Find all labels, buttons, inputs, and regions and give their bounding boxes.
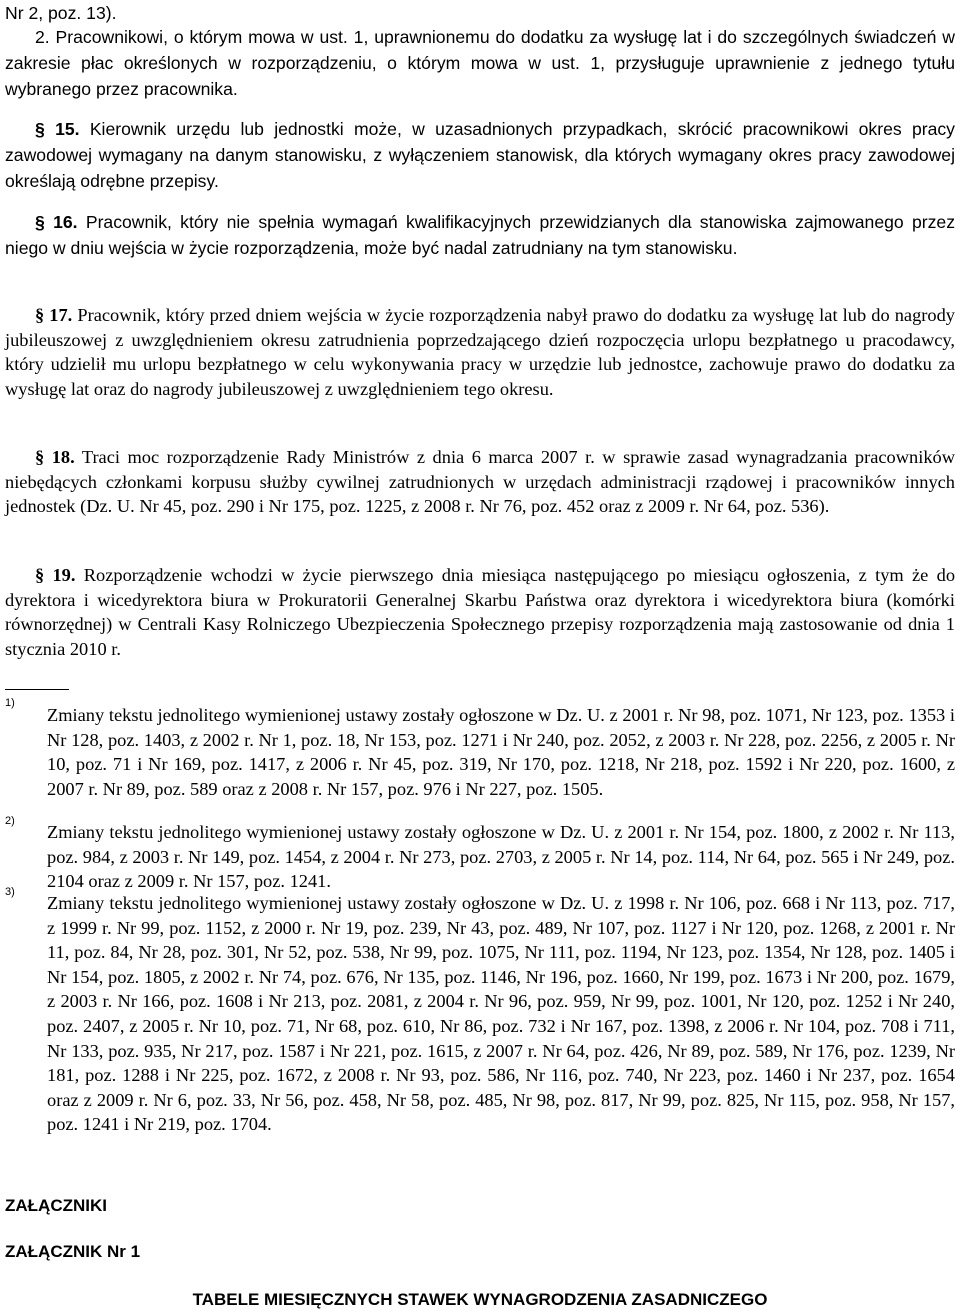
table-title: TABELE MIESIĘCZNYCH STAWEK WYNAGRODZENIA ZASADNICZEGO bbox=[192, 1290, 768, 1309]
section-number: § 16. bbox=[35, 212, 78, 232]
footnote-mark: 1) bbox=[5, 697, 15, 709]
section-text: Pracownik, który nie spełnia wymagań kwalifikacyjnych przewidzianych dla stanowiska zajmowanego przez niego w dniu wejścia w życie rozporządzenia, może być nadal zatrudniany na tym stanowisku. bbox=[5, 212, 955, 258]
continuation-line: Nr 2, poz. 13). bbox=[5, 3, 117, 23]
attachments-heading: ZAŁĄCZNIKI bbox=[5, 1196, 107, 1215]
section-text: Pracownik, który przed dniem wejścia w życie rozporządzenia nabył prawo do dodatku za wysługę lat lub do nagrody jubileuszowej z uwzględnieniem okresu zatrudnienia poprzedzającego dzień rozpoczęcia urlopu bezpłatnego u pracodawcy, który udzielił mu urlopu bezpłatnego w celu wykonywania pracy w urzędzie lub jednostce, zachowuje prawo do dodatku za wysługę lat oraz do nagrody jubileuszowej z uwzględnieniem tego okresu. bbox=[5, 305, 956, 399]
footnote-2: Zmiany tekstu jednolitego wymienionej ustawy zostały ogłoszone w Dz. U. z 2001 r. Nr 154, poz. 1800, z 2002 r. Nr 113, poz. 984, z 2003 r. Nr 149, poz. 1454, z 2004 r. Nr 273, poz. 2703, z 2005 r. Nr 14, poz. 114, Nr 64, poz. 565 i Nr 249, poz. 2104 oraz z 2009 r. Nr 157, poz. 1241. bbox=[47, 822, 955, 892]
section-text: Traci moc rozporządzenie Rady Ministrów z dnia 6 marca 2007 r. w sprawie zasad wynagradzania pracowników niebędących członkami korpusu służby cywilnej zatrudnionych w urzędach administracji rządowej i pracowników innych jednostek (Dz. U. Nr 45, poz. 290 i Nr 175, poz. 1225, z 2008 r. Nr 76, poz. 452 oraz z 2009 r. Nr 64, poz. 536). bbox=[5, 447, 955, 517]
footnote-mark: 3) bbox=[5, 886, 15, 898]
section-number: § 17. bbox=[35, 305, 73, 325]
section-18 bbox=[5, 445, 955, 519]
footnote-separator bbox=[5, 689, 69, 690]
section-number: § 18. bbox=[35, 447, 75, 467]
section-17 bbox=[5, 303, 955, 401]
footnote-mark: 2) bbox=[5, 815, 15, 827]
section-number: § 15. bbox=[35, 119, 80, 139]
section-15 bbox=[5, 116, 955, 194]
section-16 bbox=[5, 209, 955, 261]
section-text: Kierownik urzędu lub jednostki może, w uzasadnionych przypadkach, skrócić pracownikowi okres pracy zawodowej wymagany na danym stanowisku, z wyłączeniem stanowisk, dla których wymagany okres pracy zawodowej określają odrębne przepisy. bbox=[5, 119, 955, 191]
section-19 bbox=[5, 563, 955, 661]
footnote-3: Zmiany tekstu jednolitego wymienionej ustawy zostały ogłoszone w Dz. U. z 1998 r. Nr 106, poz. 668 i Nr 113, poz. 717, z 1999 r. Nr 99, poz. 1152, z 2000 r. Nr 19, poz. 239, Nr 43, poz. 489, Nr 107, poz. 1127 i Nr 120, poz. 1268, z 2001 r. Nr 11, poz. 84, Nr 28, poz. 301, Nr 52, poz. 538, Nr 99, poz. 1075, Nr 111, poz. 1194, Nr 123, poz. 1354, Nr 128, poz. 1405 i Nr 154, poz. 1805, z 2002 r. Nr 74, poz. 676, Nr 135, poz. 1146, Nr 196, poz. 1660, Nr 199, poz. 1673 i Nr 200, poz. 1679, z 2003 r. Nr 166, poz. 1608 i Nr 213, poz. 2081, z 2004 r. Nr 96, poz. 959, Nr 99, poz. 1001, Nr 120, poz. 1252 i Nr 240, poz. 2407, z 2005 r. Nr 10, poz. 71, Nr 68, poz. 610, Nr 86, poz. 732 i Nr 167, poz. 1398, z 2006 r. Nr 104, poz. 708 i 711, Nr 133, poz. 935, Nr 217, poz. 1587 i Nr 221, poz. 1615, z 2007 r. Nr 64, poz. 426, Nr 89, poz. 589, Nr 176, poz. 1239, Nr 181, poz. 1288 i Nr 225, poz. 1672, z 2008 r. Nr 93, poz. 586, Nr 116, poz. 740, Nr 223, poz. 1460 i Nr 237, poz. 1654 oraz z 2009 r. Nr 6, poz. 33, Nr 56, poz. 458, Nr 58, poz. 485, Nr 98, poz. 817, Nr 99, poz. 825, Nr 115, poz. 958, Nr 157, poz. 1241 i Nr 219, poz. 1704. bbox=[47, 893, 955, 1135]
footnote-1: Zmiany tekstu jednolitego wymienionej ustawy zostały ogłoszone w Dz. U. z 2001 r. Nr 98, poz. 1071, Nr 123, poz. 1353 i Nr 128, poz. 1403, z 2002 r. Nr 1, poz. 18, Nr 153, poz. 1271 i Nr 240, poz. 2052, z 2003 r. Nr 228, poz. 2256, z 2005 r. Nr 10, poz. 71 i Nr 169, poz. 1417, z 2006 r. Nr 45, poz. 319, Nr 170, poz. 1218, Nr 218, poz. 1592 i Nr 220, poz. 1600, z 2007 r. Nr 89, poz. 589 oraz z 2008 r. Nr 157, poz. 976 i Nr 227, poz. 1505. bbox=[47, 705, 955, 799]
section-number: § 19. bbox=[35, 565, 76, 585]
attachment-1-heading: ZAŁĄCZNIK Nr 1 bbox=[5, 1242, 141, 1261]
section-text: Rozporządzenie wchodzi w życie pierwszego dnia miesiąca następującego po miesiącu ogłoszenia, z tym że do dyrektora i wicedyrektora biura w Prokuratorii Generalnej Skarbu Państwa oraz dyrektora i wicedyrektora biura (komórki równorzędnej) w Centrali Kasy Rolniczego Ubezpieczenia Społecznego przepisy rozporządzenia mają zastosowanie od dnia 1 stycznia 2010 r. bbox=[5, 565, 956, 659]
paragraph-ust-2: 2. Pracownikowi, o którym mowa w ust. 1, uprawnionemu do dodatku za wysługę lat i do szczególnych świadczeń w zakresie płac określonych w rozporządzeniu, o którym mowa w ust. 1, przysługuje uprawnienie z jednego tytułu wybranego przez pracownika. bbox=[5, 27, 955, 99]
